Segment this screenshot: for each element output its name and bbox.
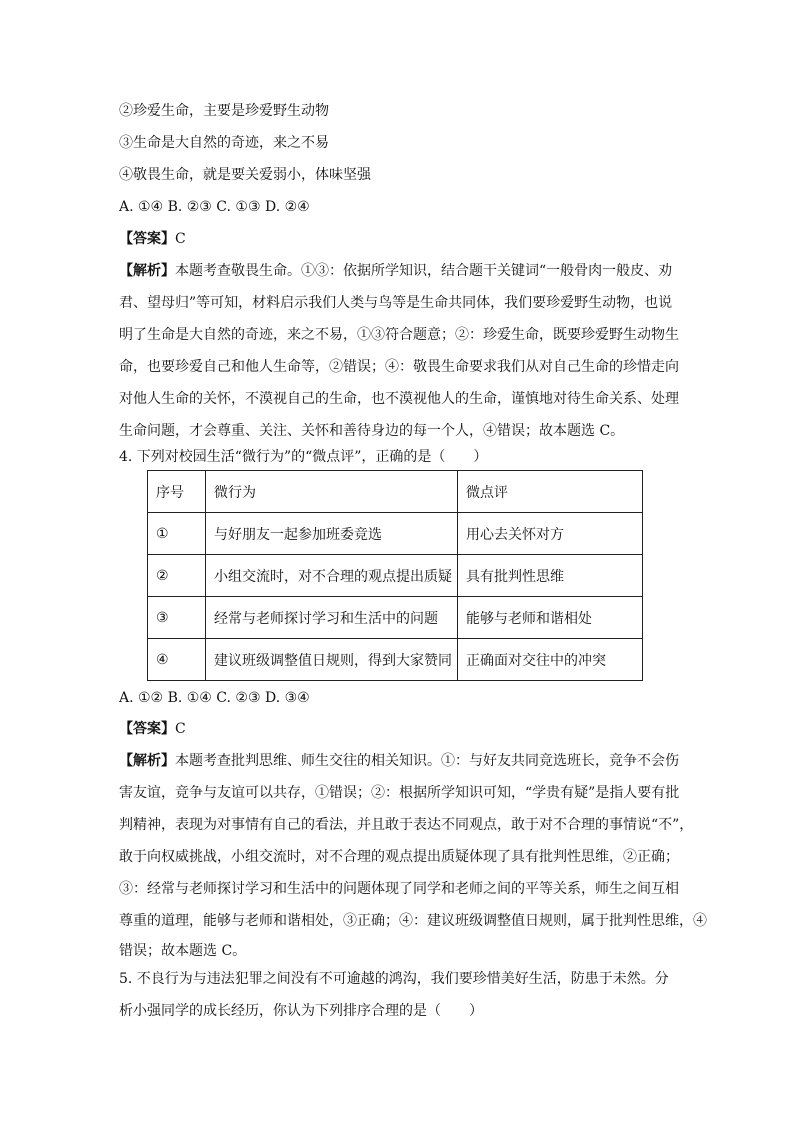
answer-value: C [175,231,186,247]
analysis-text: 本题考查批判思维、师生交往的相关知识。①：与好友共同竞选班长，竞争不会伤 [175,753,679,769]
analysis-text: 本题考查敬畏生命。①③：依据所学知识，结合题干关键词“一般骨肉一般皮、劝 [175,263,673,279]
answer-value: C [175,721,186,737]
q5-stem-line-1: 5. 不良行为与违法犯罪之间没有不可逾越的鸿沟，我们要珍惜美好生活，防患于未然。分 [119,971,669,987]
q4-stem: 4. 下列对校园生活“微行为”的“微点评”，正确的是（ ） [119,449,488,465]
q4-analysis-line-3: 判精神，表现为对事情有自己的看法，并且敢于表达不同观点，敢于对不合理的事情说“不”， [119,817,694,833]
table-row [148,597,643,639]
table-cell: 小组交流时，对不合理的观点提出质疑 [206,555,458,597]
q3-answer [119,229,186,249]
q4-analysis-line-1 [119,751,679,771]
table-cell: 用心去关怀对方 [458,513,643,555]
q3-option-2: ②珍爱生命，主要是珍爱野生动物 [119,103,329,119]
table-cell: ④ [148,639,206,681]
q4-answer [119,719,186,739]
q3-analysis-line-3: 明了生命是大自然的奇迹，来之不易，①③符合题意；②：珍爱生命，既要珍爱野生动物生 [119,327,679,343]
table-header-cell: 序号 [148,471,206,513]
table-cell: ① [148,513,206,555]
table-row [148,639,643,681]
analysis-label: 【解析】 [119,263,175,279]
q4-choices: A. ①② B. ①④ C. ②③ D. ③④ [119,690,310,706]
table-cell: 具有批判性思维 [458,555,643,597]
table-cell: 能够与老师和谐相处 [458,597,643,639]
answer-label: 【答案】 [119,231,175,247]
analysis-label: 【解析】 [119,753,175,769]
table-cell: 建议班级调整值日规则，得到大家赞同 [206,639,458,681]
q4-table [147,470,643,681]
table-row [148,555,643,597]
table-cell: 正确面对交往中的冲突 [458,639,643,681]
q3-analysis-line-2: 君、望母归”等可知，材料启示我们人类与鸟等是生命共同体，我们要珍爱野生动物，也说 [119,295,673,311]
answer-label: 【答案】 [119,721,175,737]
table-header-cell: 微行为 [206,471,458,513]
table-cell: 经常与老师探讨学习和生活中的问题 [206,597,458,639]
q4-analysis-line-5: ③：经常与老师探讨学习和生活中的问题体现了同学和老师之间的平等关系，师生之间互相 [119,881,679,897]
q4-analysis-line-7: 错误；故本题选 C。 [119,943,247,959]
q3-option-4: ④敬畏生命，就是要关爱弱小，体味坚强 [119,167,371,183]
q4-analysis-line-6: 尊重的道理，能够与老师和谐相处，③正确；④：建议班级调整值日规则，属于批判性思维，④ [119,913,707,929]
q4-analysis-line-4: 敢于向权威挑战，小组交流时，对不合理的观点提出质疑体现了具有批判性思维，②正确； [119,849,679,865]
table-cell: ② [148,555,206,597]
q3-analysis-line-1 [119,261,672,281]
q3-analysis-line-6: 生命问题，才会尊重、关注、关怀和善待身边的每一个人，④错误；故本题选 C。 [119,423,625,439]
table-cell: 与好朋友一起参加班委竞选 [206,513,458,555]
q3-option-3: ③生命是大自然的奇迹，来之不易 [119,135,329,151]
q3-choices: A. ①④ B. ②③ C. ①③ D. ②④ [119,199,310,215]
table-header-row [148,471,643,513]
q3-analysis-line-5: 对他人生命的关怀，不漠视自己的生命，也不漠视他人的生命，谨慎地对待生命关系、处理 [119,391,679,407]
q5-stem-line-2: 析小强同学的成长经历，你认为下列排序合理的是（ ） [119,1003,483,1019]
table-row [148,513,643,555]
q4-analysis-line-2: 害友谊，竞争与友谊可以共存，①错误；②：根据所学知识可知，“学贵有疑”是指人要有批 [119,785,680,801]
table-header-cell: 微点评 [458,471,643,513]
q3-analysis-line-4: 命，也要珍爱自己和他人生命等，②错误；④：敬畏生命要求我们从对自己生命的珍惜走向 [119,359,679,375]
table-cell: ③ [148,597,206,639]
